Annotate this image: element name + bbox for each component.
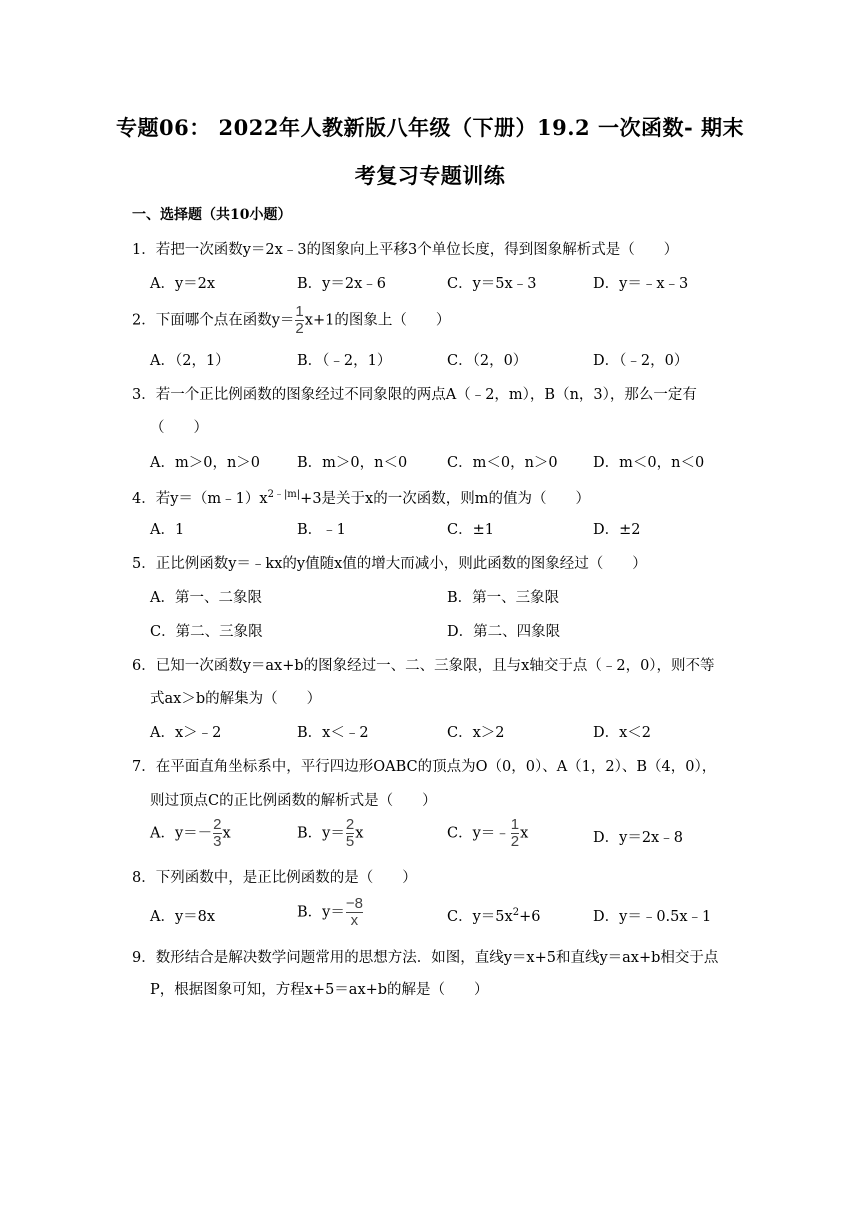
- q1-option-b: B．y＝2x﹣6: [297, 276, 386, 292]
- q6-option-b: B．x＜﹣2: [297, 725, 369, 741]
- fraction-numerator: 1: [510, 816, 520, 833]
- q5-option-d: D．第二、四象限: [447, 624, 561, 640]
- fraction-denominator: 2: [510, 833, 520, 850]
- q3-option-c: C．m＜0，n＞0: [447, 455, 558, 471]
- fraction: [346, 896, 363, 929]
- q2-stem-pre: 2．下面哪个点在函数y＝: [132, 312, 295, 329]
- question-6-stem: 6．已知一次函数y＝ax+b的图象经过一、二、三象限，且与x轴交于点（﹣2，0），则不等: [132, 658, 715, 674]
- q8-option-a: A．y＝8x: [150, 909, 216, 925]
- question-9-stem-cont: P，根据图象可知，方程x+5＝ax+b的解是（ ）: [150, 982, 489, 998]
- fraction: [346, 817, 354, 850]
- q1-option-c: C．y＝5x﹣3: [447, 276, 537, 292]
- q6-option-d: D．x＜2: [593, 725, 652, 741]
- page-title: 专题06： 2022年人教新版八年级（下册）19.2 一次函数- 期末: [116, 115, 744, 140]
- q2-option-b: B．（﹣2，1）: [297, 353, 392, 369]
- q3-option-b: B．m＞0，n＜0: [297, 455, 408, 471]
- q5-option-c: C．第二、三象限: [150, 624, 263, 640]
- exponent: 2﹣|m|: [267, 489, 301, 500]
- fraction-denominator: 3: [213, 833, 222, 850]
- exponent: 2: [512, 907, 520, 919]
- fraction: [295, 304, 303, 337]
- q8-option-d: D．y＝﹣0.5x﹣1: [593, 909, 712, 925]
- q3-option-d: D．m＜0，n＜0: [593, 455, 705, 471]
- question-4-stem: [132, 485, 590, 508]
- q2-option-a: A．（2，1）: [150, 353, 230, 369]
- q3-option-a: A．m＞0，n＞0: [150, 455, 261, 471]
- q1-option-d: D．y＝﹣x﹣3: [593, 276, 689, 292]
- q4-option-d: D．±2: [593, 522, 641, 538]
- q8-c-post: +6: [519, 909, 541, 925]
- q4-stem-post: +3是关于x的一次函数，则m的值为（ ）: [300, 490, 590, 507]
- q7-b-pre: B．y＝: [297, 825, 345, 842]
- q8-c-pre: C．y＝5x: [447, 909, 513, 925]
- fraction-numerator: −8: [345, 895, 363, 912]
- fraction-numerator: 2: [345, 816, 355, 833]
- fraction-denominator: 5: [345, 833, 355, 850]
- fraction: [213, 817, 221, 850]
- question-3-stem: 3．若一个正比例函数的图象经过不同象限的两点A（﹣2，m），B（n，3），那么一定有: [132, 387, 697, 403]
- question-2-stem: [132, 304, 450, 337]
- q2-option-d: D．（﹣2，0）: [593, 353, 689, 369]
- q6-option-a: A．x＞﹣2: [150, 725, 222, 741]
- question-6-stem-cont: 式ax＞b的解集为（ ）: [150, 691, 322, 707]
- q7-option-d: D．y＝2x﹣8: [593, 830, 683, 846]
- question-7-stem: 7．在平面直角坐标系中，平行四边形OABC的顶点为O（0，0）、A（1，2）、B（4，0），: [132, 759, 717, 775]
- q8-option-b: [297, 896, 364, 929]
- page-title-line2: 考复习专题训练: [354, 163, 506, 188]
- q4-option-a: A．1: [150, 522, 185, 538]
- q4-stem-pre: 4．若y＝（m﹣1）x: [132, 490, 268, 507]
- question-9-stem: 9．数形结合是解决数学问题常用的思想方法．如图，直线y＝x+5和直线y＝ax+b相交于点: [132, 950, 719, 966]
- q2-option-c: C．（2，0）: [447, 353, 528, 369]
- q8-b-pre: B．y＝: [297, 904, 345, 921]
- fraction-numerator: 2: [213, 816, 222, 833]
- fraction-denominator: x: [346, 912, 363, 929]
- question-5-stem: 5．正比例函数y＝﹣kx的y值随x值的增大而减小，则此函数的图象经过（ ）: [132, 556, 647, 572]
- question-8-stem: 8．下列函数中，是正比例函数的是（ ）: [132, 870, 417, 886]
- q5-option-b: B．第一、三象限: [447, 590, 560, 606]
- fraction-numerator: 1: [295, 303, 304, 320]
- q7-a-pre: A．y＝－: [150, 825, 213, 842]
- q7-option-b: [297, 817, 363, 850]
- section-heading: 一、选择题（共10小题）: [132, 207, 292, 223]
- question-7-stem-cont: 则过顶点C的正比例函数的解析式是（ ）: [150, 793, 437, 809]
- question-1-stem: 1．若把一次函数y＝2x﹣3的图象向上平移3个单位长度，得到图象解析式是（ ）: [132, 242, 679, 258]
- q4-option-b: B．﹣1: [297, 522, 346, 538]
- q5-option-a: A．第一、二象限: [150, 590, 262, 606]
- q7-a-post: x: [222, 825, 231, 842]
- q7-c-post: x: [520, 825, 529, 842]
- q7-option-a: [150, 817, 231, 850]
- q2-stem-post: x+1的图象上（ ）: [304, 312, 451, 329]
- q7-b-post: x: [355, 825, 364, 842]
- q8-option-c: [447, 905, 540, 926]
- q1-option-a: A．y＝2x: [150, 276, 216, 292]
- q7-c-pre: C．y＝﹣: [447, 825, 510, 842]
- q6-option-c: C．x＞2: [447, 725, 505, 741]
- question-3-stem-cont: （ ）: [150, 420, 208, 436]
- q7-option-c: [447, 817, 528, 850]
- fraction: [511, 817, 519, 850]
- q4-option-c: C．±1: [447, 522, 494, 538]
- fraction-denominator: 2: [295, 320, 304, 337]
